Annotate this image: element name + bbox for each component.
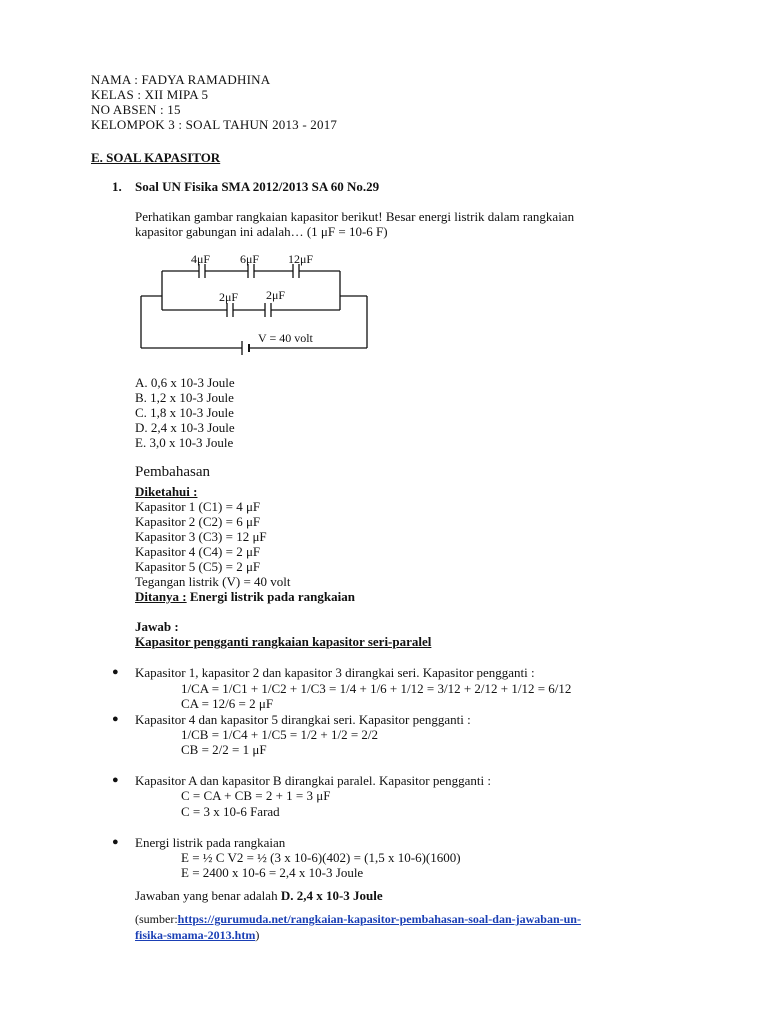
answer-line bbox=[135, 888, 383, 903]
answer-value: D. 2,4 x 10-3 Joule bbox=[280, 888, 383, 903]
step-formula: CA = 12/6 = 2 μF bbox=[181, 696, 274, 711]
source-suffix: ) bbox=[255, 928, 260, 942]
bullet-icon: ● bbox=[112, 774, 119, 786]
ditanya-line bbox=[135, 589, 355, 604]
option-d: D. 2,4 x 10-3 Joule bbox=[135, 420, 235, 435]
jawab-subtitle: Kapasitor pengganti rangkaian kapasitor seri-paralel bbox=[135, 634, 432, 649]
student-name: NAMA : FADYA RAMADHINA bbox=[91, 72, 271, 87]
pembahasan-title: Pembahasan bbox=[135, 464, 210, 480]
cap-label-c4: 2μF bbox=[219, 290, 239, 304]
question-number: 1. bbox=[112, 179, 122, 194]
bullet-icon: ● bbox=[112, 666, 119, 678]
question-text-line-1: Perhatikan gambar rangkaian kapasitor berikut! Besar energi listrik dalam rangkaian bbox=[135, 209, 575, 224]
step-intro: Kapasitor 4 dan kapasitor 5 dirangkai seri. Kapasitor pengganti : bbox=[135, 712, 471, 727]
option-e: E. 3,0 x 10-3 Joule bbox=[135, 435, 234, 450]
diketahui-item: Tegangan listrik (V) = 40 volt bbox=[135, 574, 291, 589]
cap-label-c2: 6μF bbox=[240, 252, 260, 266]
student-class: KELAS : XII MIPA 5 bbox=[91, 87, 209, 102]
answer-prefix: Jawaban yang benar adalah bbox=[135, 888, 281, 903]
step-formula: CB = 2/2 = 1 μF bbox=[181, 742, 267, 757]
ditanya-label: Ditanya : bbox=[135, 589, 187, 604]
step-formula: E = ½ C V2 = ½ (3 x 10-6)(402) = (1,5 x 10-6)(1600) bbox=[181, 850, 461, 865]
ditanya-value: Energi listrik pada rangkaian bbox=[186, 589, 355, 604]
diketahui-item: Kapasitor 5 (C5) = 2 μF bbox=[135, 559, 261, 574]
bullet-icon: ● bbox=[112, 713, 119, 725]
source-line-2 bbox=[135, 928, 259, 943]
step-formula: 1/CA = 1/C1 + 1/C2 + 1/C3 = 1/4 + 1/6 + 1/12 = 3/12 + 2/12 + 1/12 = 6/12 bbox=[181, 681, 572, 696]
step-formula: 1/CB = 1/C4 + 1/C5 = 1/2 + 1/2 = 2/2 bbox=[181, 727, 379, 742]
cap-label-c1: 4μF bbox=[191, 252, 211, 266]
student-number: NO ABSEN : 15 bbox=[91, 102, 181, 117]
cap-label-c5: 2μF bbox=[266, 288, 286, 302]
option-b: B. 1,2 x 10-3 Joule bbox=[135, 390, 234, 405]
diketahui-item: Kapasitor 4 (C4) = 2 μF bbox=[135, 544, 261, 559]
diketahui-item: Kapasitor 3 (C3) = 12 μF bbox=[135, 529, 267, 544]
group-info: KELOMPOK 3 : SOAL TAHUN 2013 - 2017 bbox=[91, 117, 338, 132]
step-formula: E = 2400 x 10-6 = 2,4 x 10-3 Joule bbox=[181, 865, 364, 880]
source-link-continued[interactable]: fisika-smama-2013.htm bbox=[135, 928, 256, 942]
jawab-label: Jawab : bbox=[135, 619, 179, 634]
bullet-icon: ● bbox=[112, 836, 119, 848]
question-text-line-2: kapasitor gabungan ini adalah… (1 μF = 10-6 F) bbox=[135, 224, 388, 239]
option-a: A. 0,6 x 10-3 Joule bbox=[135, 375, 235, 390]
step-intro: Energi listrik pada rangkaian bbox=[135, 835, 286, 850]
step-formula: C = 3 x 10-6 Farad bbox=[181, 804, 280, 819]
section-title: E. SOAL KAPASITOR bbox=[91, 150, 221, 165]
step-intro: Kapasitor A dan kapasitor B dirangkai paralel. Kapasitor pengganti : bbox=[135, 773, 491, 788]
source-prefix: (sumber: bbox=[135, 912, 178, 926]
question-title: Soal UN Fisika SMA 2012/2013 SA 60 No.29 bbox=[135, 179, 380, 194]
step-intro: Kapasitor 1, kapasitor 2 dan kapasitor 3 dirangkai seri. Kapasitor pengganti : bbox=[135, 665, 535, 680]
source-line-1 bbox=[135, 912, 581, 927]
circuit-diagram bbox=[135, 251, 380, 358]
option-c: C. 1,8 x 10-3 Joule bbox=[135, 405, 234, 420]
diketahui-label: Diketahui : bbox=[135, 484, 198, 499]
step-formula: C = CA + CB = 2 + 1 = 3 μF bbox=[181, 788, 331, 803]
diketahui-item: Kapasitor 2 (C2) = 6 μF bbox=[135, 514, 261, 529]
diketahui-item: Kapasitor 1 (C1) = 4 μF bbox=[135, 499, 261, 514]
voltage-label: V = 40 volt bbox=[258, 331, 313, 345]
cap-label-c3: 12μF bbox=[288, 252, 314, 266]
source-link[interactable]: https://gurumuda.net/rangkaian-kapasitor-pembahasan-soal-dan-jawaban-un- bbox=[177, 912, 581, 926]
